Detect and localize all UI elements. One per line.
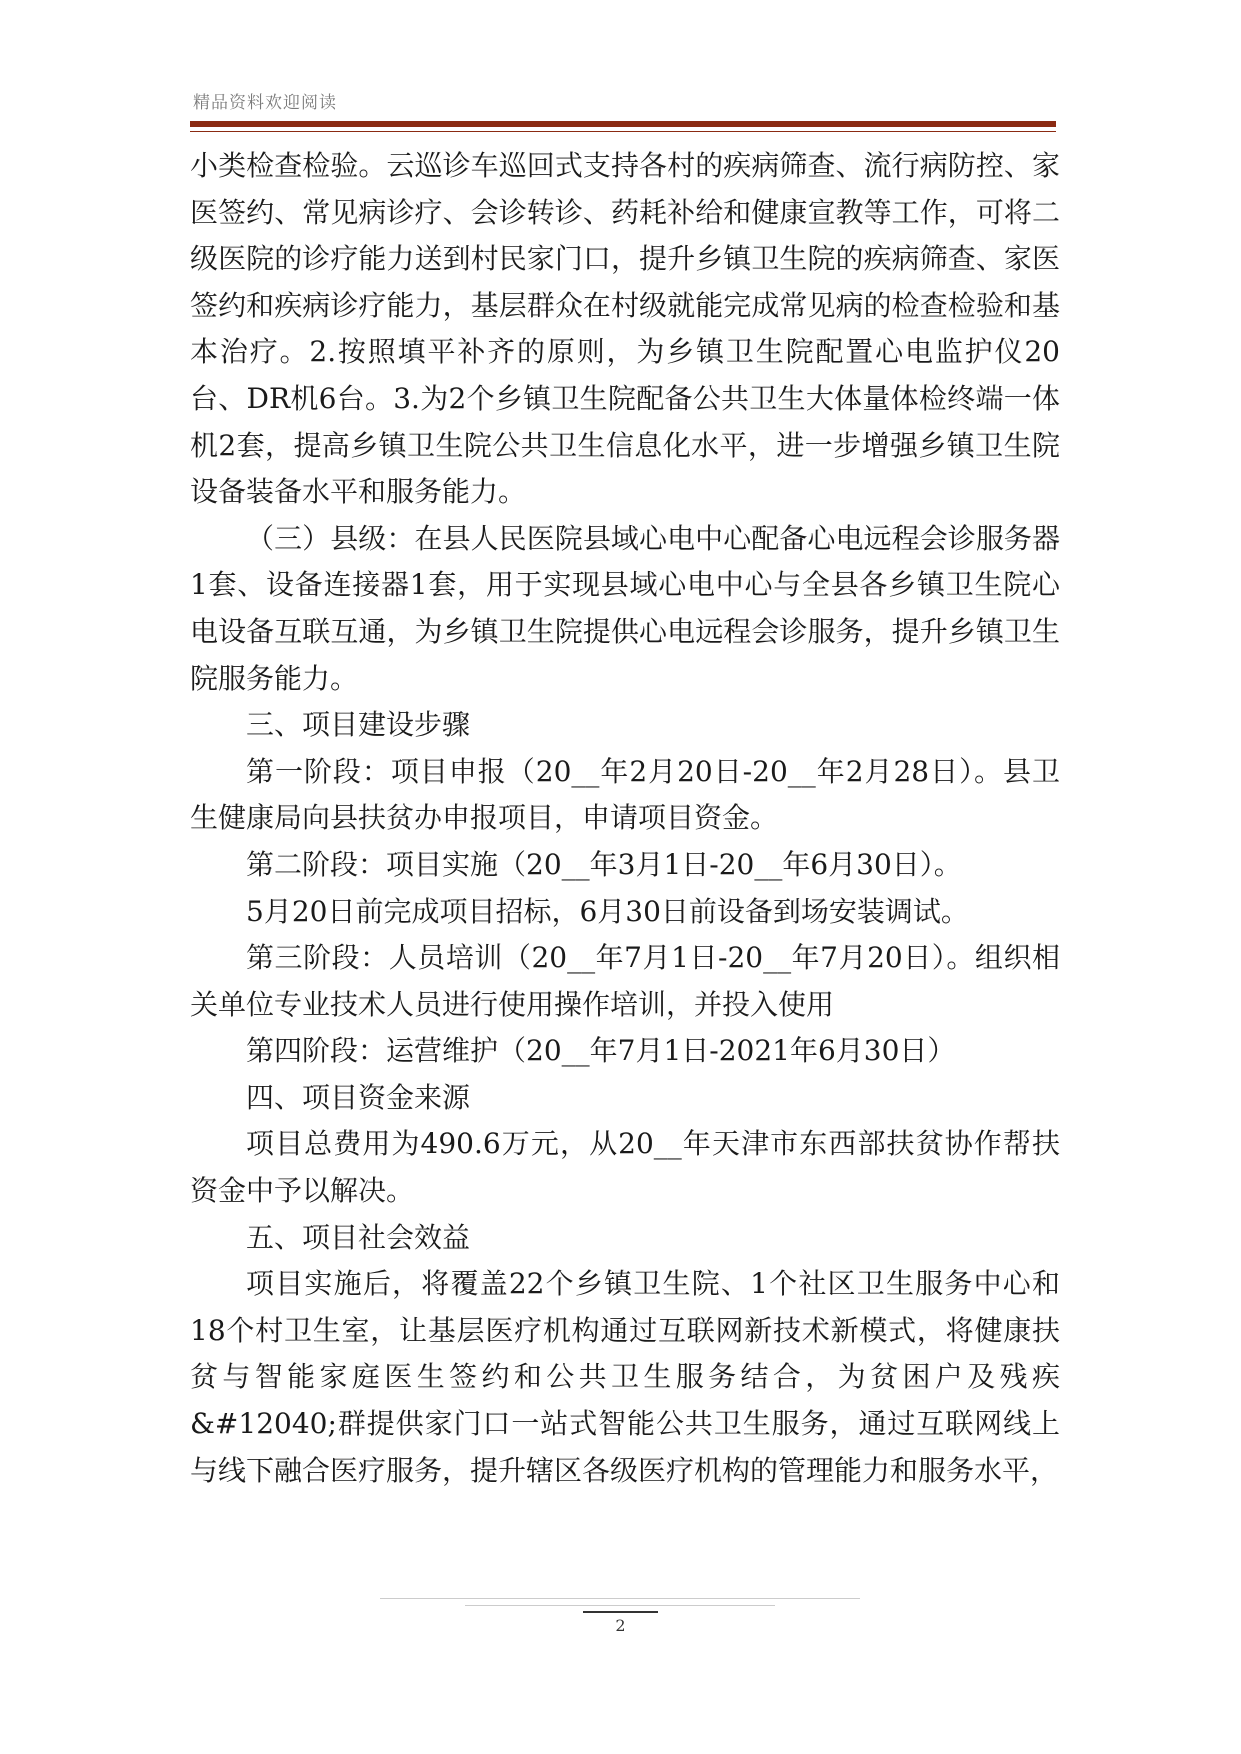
- page-number: 2: [615, 1616, 626, 1635]
- page-header-title: 精品资料欢迎阅读: [193, 93, 337, 113]
- paragraph-stage-three: 第三阶段：人员培训（20__年7月1日-20__年7月20日）。组织相关单位专业技术人员进行使用操作培训，并投入使用: [190, 941, 1060, 1021]
- section-heading-construction-steps: 三、项目建设步骤: [246, 708, 471, 742]
- header-rule-thin: [190, 131, 1056, 132]
- footer-rule-outer: [380, 1598, 860, 1599]
- paragraph-county-level: （三）县级：在县人民医院县域心电中心配备心电远程会诊服务器1套、设备连接器1套，用于实现县域心电中心与全县各乡镇卫生院心电设备互联互通，为乡镇卫生院提供心电远程会诊服务，提升乡镇卫生院服务能力。: [190, 521, 1060, 695]
- paragraph-stage-two-detail: 5月20日前完成项目招标，6月30日前设备到场安装调试。: [246, 894, 969, 928]
- document-body: [190, 143, 1060, 1494]
- paragraph-funding: 项目总费用为490.6万元，从20__年天津市东西部扶贫协作帮扶资金中予以解决。: [190, 1127, 1060, 1208]
- paragraph-stage-four: 第四阶段：运营维护（20__年7月1日-2021年6月30日）: [246, 1034, 956, 1068]
- paragraph-stage-two: 第二阶段：项目实施（20__年3月1日-20__年6月30日）。: [246, 847, 962, 881]
- section-heading-social-benefit: 五、项目社会效益: [246, 1220, 471, 1254]
- footer-rule-dark: [583, 1611, 658, 1613]
- paragraph-continuation: 小类检查检验。云巡诊车巡回式支持各村的疾病筛查、流行病防控、家医签约、常见病诊疗、会诊转诊、药耗补给和健康宣教等工作，可将二级医院的诊疗能力送到村民家门口，提升乡镇卫生院的疾病筛查、家医签约和疾病诊疗能力，基层群众在村级就能完成常见病的检查检验和基本治疗。2.按照填平补齐的原则，为乡镇卫生院配置心电监护仪20台、DR机6台。3.为2个乡镇卫生院配备公共卫生大体量体检终端一体机2套，提高乡镇卫生院公共卫生信息化水平，进一步增强乡镇卫生院设备装备水平和服务能力。: [190, 149, 1060, 509]
- paragraph-stage-one: 第一阶段：项目申报（20__年2月20日-20__年2月28日）。县卫生健康局向县扶贫办申报项目，申请项目资金。: [190, 754, 1060, 835]
- section-heading-funding-source: 四、项目资金来源: [246, 1080, 471, 1114]
- paragraph-social-benefit: 项目实施后，将覆盖22个乡镇卫生院、1个社区卫生服务中心和18个村卫生室，让基层医疗机构通过互联网新技术新模式，将健康扶贫与智能家庭医生签约和公共卫生服务结合，为贫困户及残疾&#12040;群提供家门口一站式智能公共卫生服务，通过互联网线上与线下融合医疗服务，提升辖区各级医疗机构的管理能力和服务水平，: [190, 1267, 1060, 1487]
- footer-rule-inner: [465, 1605, 775, 1606]
- header-rule-thick: [190, 121, 1056, 127]
